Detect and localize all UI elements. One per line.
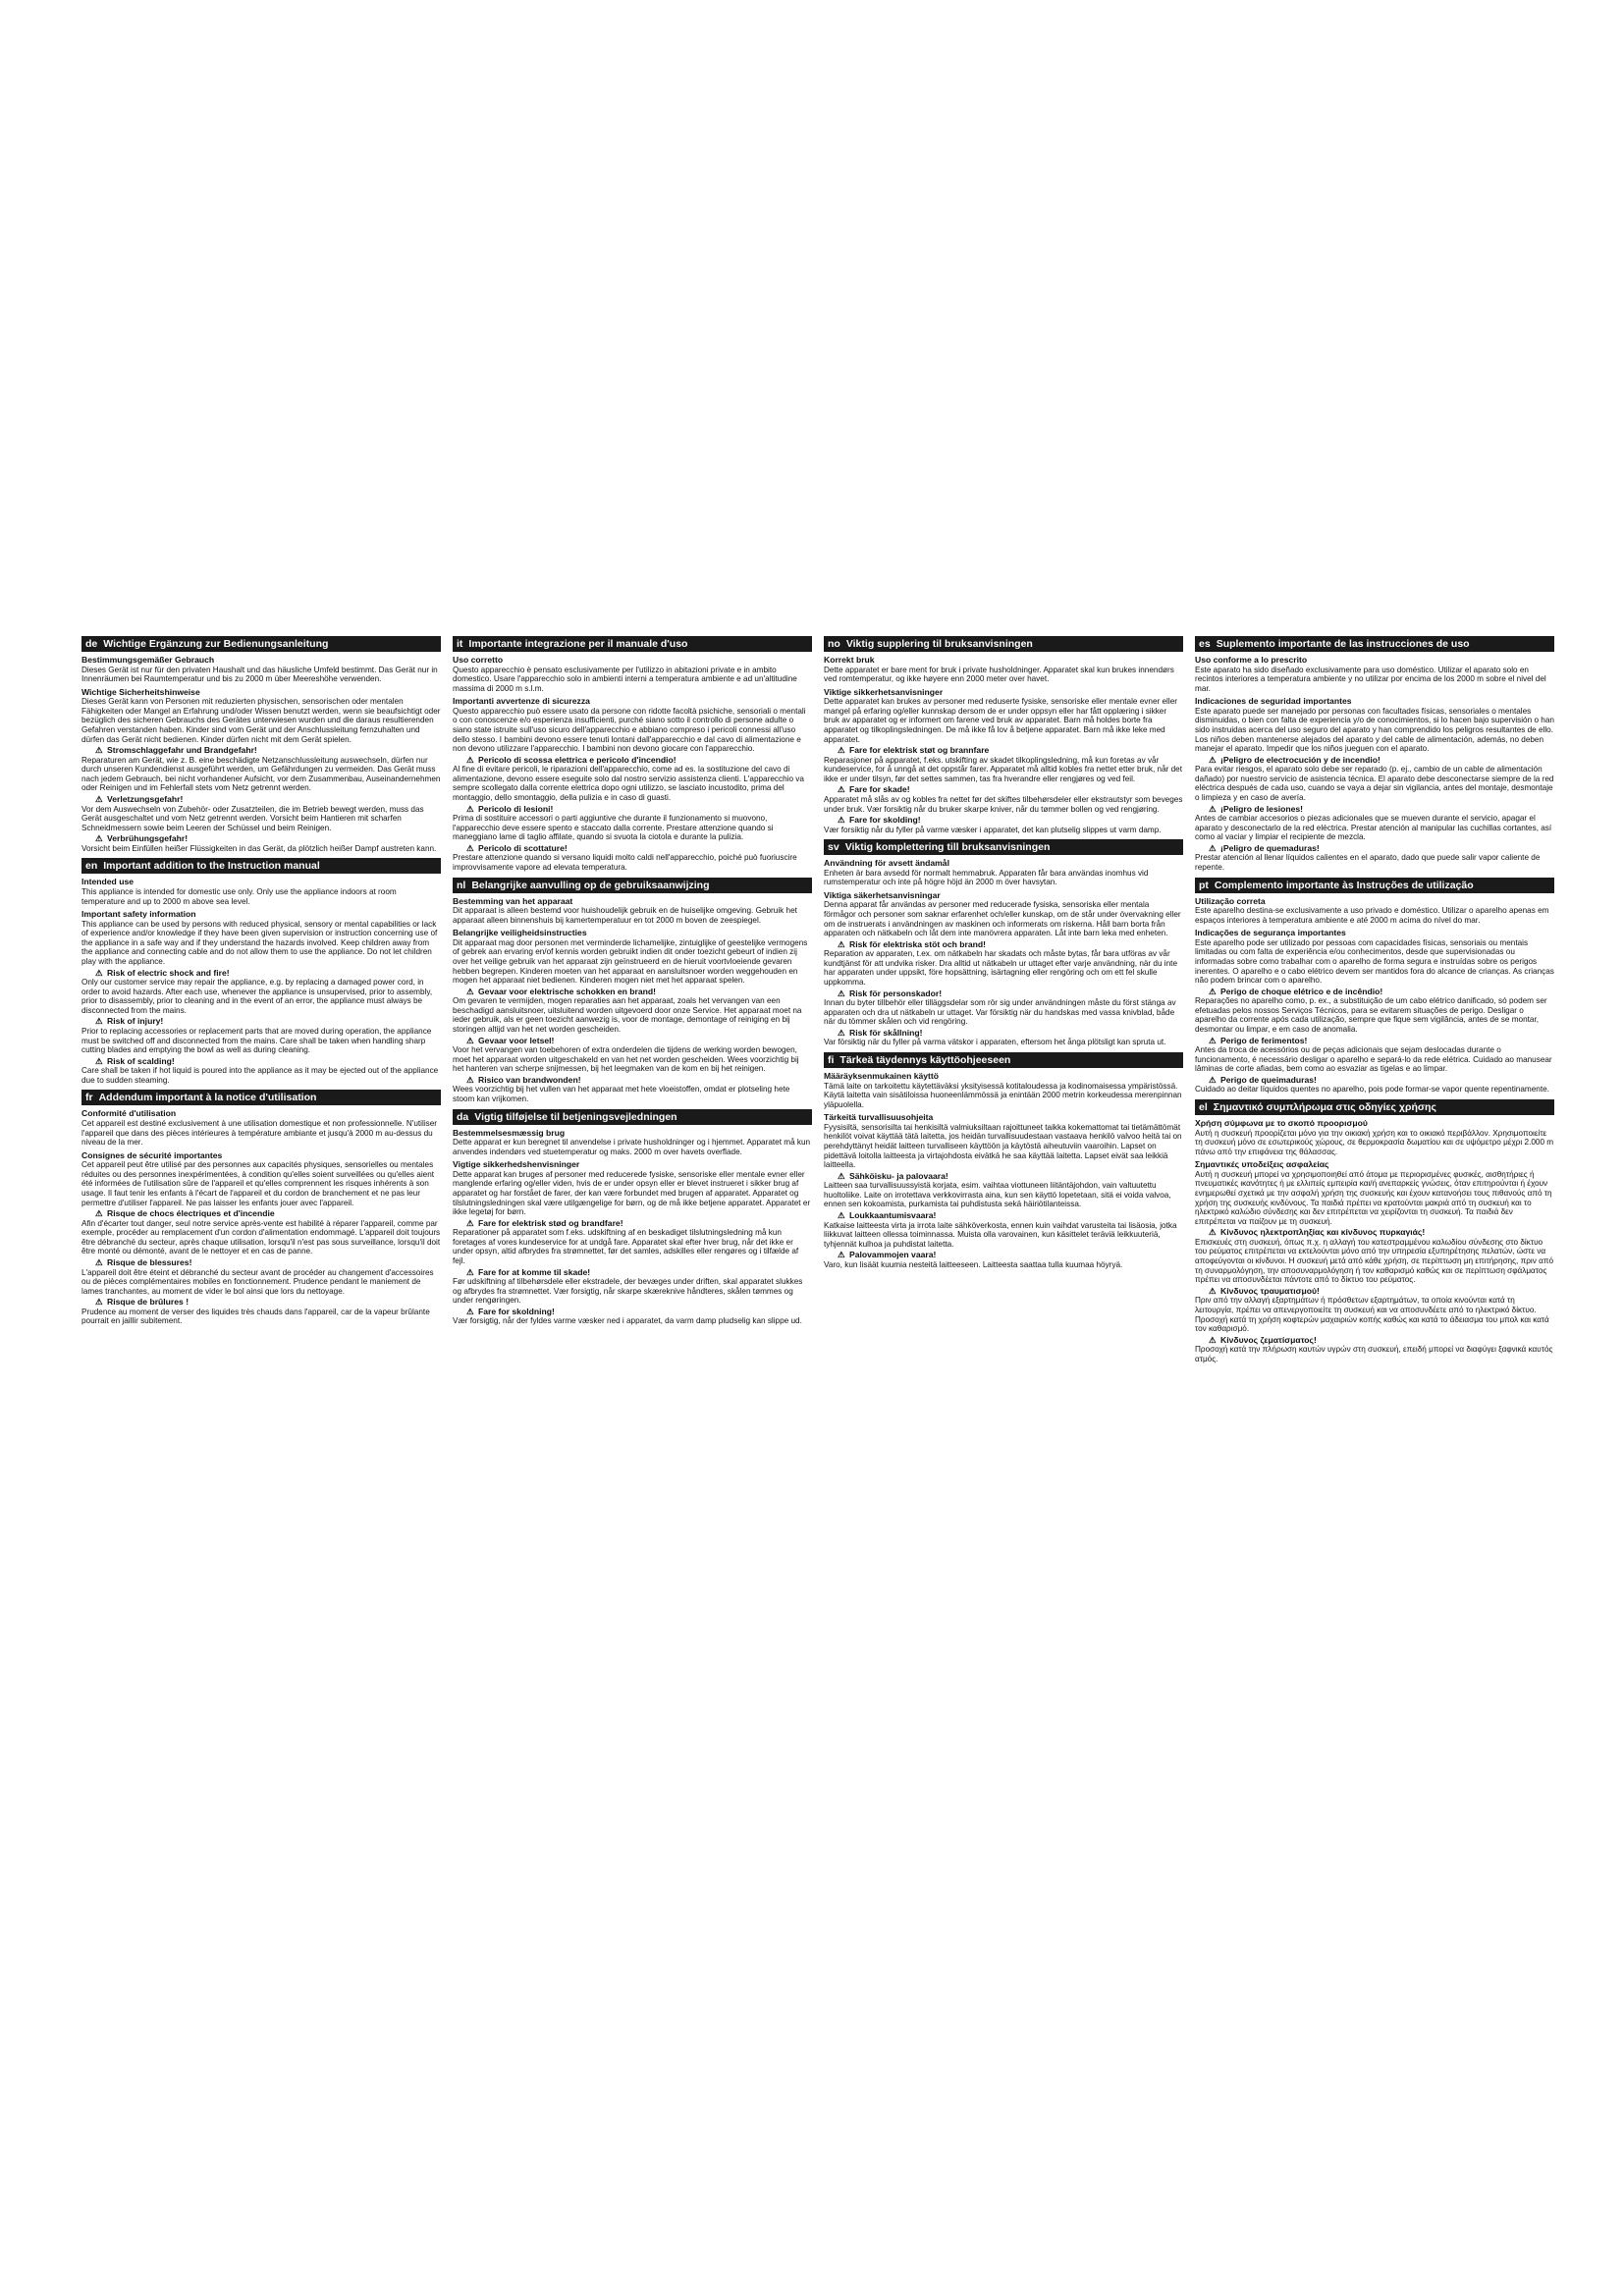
paragraph: Questo apparecchio può essere usato da persone con ridotte facoltà psichiche, sensoriali o mentali o con conoscenze e/o esperienza insufficienti, purché siano sotto il controllo di persone adulte o siano state istruite sull'uso sicuro dell'apparecchio e abbiano compreso i pericoli connessi all'uso dello stesso. I bambini devono essere tenuti lontani dall'apparecchio e dal cavo di alimentazione e non devono utilizzare l'apparecchio. I bambini non devono giocare con l'apparecchio. bbox=[453, 706, 806, 754]
warning-text: Fare for at komme til skade! bbox=[478, 1266, 591, 1277]
warning-triangle-icon: ⚠ bbox=[1209, 1074, 1217, 1085]
language-code: it bbox=[457, 638, 463, 650]
warning-text: Fare for elektrisk stød og brandfare! bbox=[478, 1217, 623, 1228]
paragraph: Før udskiftning af tilbehørsdele eller ekstradele, der bevæges under driften, skal apparatet slukkes og afbrydes fra strømnettet. Vær forsigtig, når skarpe skæreknive håndteres, skålen tømmes og under rengøringen. bbox=[453, 1277, 803, 1306]
warning-heading bbox=[838, 784, 1183, 795]
subheading: Indicações de segurança importantes bbox=[1195, 928, 1346, 938]
subheading: Important safety information bbox=[81, 909, 196, 920]
warning-text: Pericolo di scossa elettrica e pericolo d'incendio! bbox=[478, 754, 677, 765]
warning-text: Pericolo di scottature! bbox=[478, 842, 568, 853]
warning-heading bbox=[838, 1210, 1183, 1221]
section-it bbox=[453, 636, 812, 873]
warning-heading bbox=[1209, 1036, 1554, 1046]
paragraph: Prior to replacing accessories or replacement parts that are moved during operation, the appliance must be switched off and disconnected from the mains. Care shall be taken when handling sharp cutting blades and emptying the bowl as well as during cleaning. bbox=[81, 1026, 432, 1055]
warning-heading bbox=[1209, 1227, 1554, 1238]
subheading: Bestemming van het apparaat bbox=[453, 895, 573, 906]
warning-triangle-icon: ⚠ bbox=[838, 988, 845, 998]
warning-triangle-icon: ⚠ bbox=[95, 1257, 103, 1268]
warning-triangle-icon: ⚠ bbox=[1209, 1035, 1217, 1045]
section-heading bbox=[81, 858, 441, 874]
subheading: Bestimmungsgemäßer Gebrauch bbox=[81, 655, 215, 665]
warning-heading bbox=[95, 745, 441, 756]
warning-text: Perigo de ferimentos! bbox=[1220, 1035, 1308, 1045]
paragraph: Reparationer på apparatet som f.eks. udskiftning af en beskadiget tilslutningsledning må kun foretages af vores kundeservice for at undgå fare. Apparatet skal efter hver brug, når det ikke er under opsyn, altid afbrydes fra strømnettet, før det samles, adskilles eller rengøres og i tilfælde af fejl. bbox=[453, 1228, 799, 1266]
warning-triangle-icon: ⚠ bbox=[466, 1217, 474, 1228]
warning-text: Sähköisku- ja palovaara! bbox=[849, 1170, 948, 1181]
section-heading bbox=[453, 1109, 812, 1125]
paragraph: Este aparelho destina-se exclusivamente a uso privado e doméstico. Utilizar o aparelho apenas em espaços interiores à temperatura ambiente e até 2000 m acima do nível do mar. bbox=[1195, 906, 1549, 925]
paragraph: Πριν από την αλλαγή εξαρτημάτων ή πρόσθετων εξαρτημάτων, τα οποία κινούνται κατά τη λειτουργία, πρέπει να απενεργοποιείτε τη συσκευή και να αποσυνδέετε από το ηλεκτρικό δίκτυο. Προσοχή κατά τη χρήση κοφτερών μαχαιριών κοπής καθώς και κατά το άδειασμα του μπολ και κατά τον καθαρισμό. bbox=[1195, 1296, 1549, 1334]
subheading: Importanti avvertenze di sicurezza bbox=[453, 696, 590, 707]
subheading: Korrekt bruk bbox=[824, 655, 875, 665]
subheading: Belangrijke veiligheidsinstructies bbox=[453, 928, 587, 938]
warning-triangle-icon: ⚠ bbox=[1209, 803, 1217, 814]
paragraph: Om gevaren te vermijden, mogen reparaties aan het apparaat, zoals het vervangen van een beschadigd aansluitsnoer, uitsluitend worden uitgevoerd door onze Service. Het apparaat moet na ieder gebruik, als er geen toezicht aanwezig is, voor de montage, demontage of reiniging en bij storingen altijd van het net worden gescheiden. bbox=[453, 996, 802, 1035]
warning-triangle-icon: ⚠ bbox=[1209, 1334, 1217, 1345]
warning-heading bbox=[95, 1257, 441, 1268]
subheading: Viktiga säkerhetsanvisningar bbox=[824, 889, 941, 900]
paragraph: Cet appareil est destiné exclusivement à une utilisation domestique et non professionnelle. N'utiliser l'appareil que dans des pièces intérieures à température ambiante et jusqu'à 2000 m au-dessus du niveau de la mer. bbox=[81, 1118, 438, 1148]
warning-triangle-icon: ⚠ bbox=[1209, 1285, 1217, 1296]
warning-triangle-icon: ⚠ bbox=[95, 1208, 103, 1219]
section-heading bbox=[1195, 1099, 1554, 1115]
manual-sheet bbox=[81, 636, 1558, 1431]
warning-heading bbox=[1209, 755, 1554, 766]
warning-triangle-icon: ⚠ bbox=[466, 1074, 474, 1085]
subheading: Χρήση σύμφωνα με το σκοπό προορισμού bbox=[1195, 1118, 1368, 1128]
warning-heading bbox=[1209, 1075, 1554, 1086]
paragraph: Afin d'écarter tout danger, seul notre service après-vente est habilité à réparer l'appareil, comme par exemple, procéder au remplacement d'un cordon d'alimentation endommagé. L'appareil doit toujours être débranché du secteur, après chaque utilisation, lorsqu'il n'est pas sous surveillance, lorsqu'il doit être monté ou démonté, avant de le nettoyer et en cas de panne. bbox=[81, 1218, 441, 1256]
warning-triangle-icon: ⚠ bbox=[838, 1250, 845, 1260]
warning-heading bbox=[1209, 804, 1554, 815]
paragraph: Dette apparat kan bruges af personer med reducerede fysiske, sensoriske eller mentale evner eller manglende erfaring og/eller viden, hvis de er under opsyn eller er blevet instrueret i sikker brug af apparatet og har forstået de farer, der kan være forbundet med brugen af apparatet. Apparatet og tilslutningsledningen skal være utilgængelige for børn, og de må ikke betjene apparatet. Apparatet er ikke legetøj for børn. bbox=[453, 1169, 811, 1217]
paragraph: This appliance is intended for domestic use only. Only use the appliance indoors at room temperature and up to 2000 m above sea level. bbox=[81, 886, 397, 906]
warning-text: Risk för skållning! bbox=[849, 1027, 923, 1038]
paragraph: Dieses Gerät ist nur für den privaten Haushalt und das häusliche Umfeld bestimmt. Das Gerät nur in Innenräumen bei Raumtemperatur und bis zu 2000 m über Meereshöhe verwenden. bbox=[81, 665, 438, 684]
warning-triangle-icon: ⚠ bbox=[466, 1266, 474, 1277]
section-de bbox=[81, 636, 441, 853]
paragraph: Αυτή η συσκευή προορίζεται μόνο για την οικιακή χρήση και το οικιακό περιβάλλον. Χρησιμοποιείτε τη συσκευή μόνο σε εσωτερικούς χώρους, σε θερμοκρασία δωματίου και σε υψόμετρο μέχρι 2.000 m πάνω από την επιφάνεια της θάλασσας. bbox=[1195, 1128, 1554, 1156]
warning-triangle-icon: ⚠ bbox=[1209, 1227, 1217, 1238]
warning-text: ¡Peligro de quemaduras! bbox=[1220, 842, 1320, 853]
warning-triangle-icon: ⚠ bbox=[838, 1027, 845, 1038]
section-sv bbox=[824, 839, 1183, 1047]
paragraph: Προσοχή κατά την πλήρωση καυτών υγρών στη συσκευή, επειδή μπορεί να διαφύγει ξαφνικά καυτός ατμός. bbox=[1195, 1345, 1553, 1363]
language-code: de bbox=[85, 638, 98, 650]
paragraph: Reparation av apparaten, t.ex. om nätkabeln har skadats och måste bytas, får bara utföras av vår kundtjänst för att undvika risker. Dra alltid ut nätkabeln ur uttaget efter varje användning, när du inte har apparaten under uppsikt, före hopsättning, isärtagning eller rengöring och om ett fel skulle uppkomma. bbox=[824, 949, 1178, 988]
subheading: Määräyksenmukainen käyttö bbox=[824, 1071, 940, 1082]
column-1 bbox=[81, 636, 441, 1431]
section-fr bbox=[81, 1090, 441, 1326]
warning-heading bbox=[838, 988, 1183, 999]
section-heading bbox=[81, 636, 441, 652]
section-es bbox=[1195, 636, 1554, 873]
paragraph: Varo, kun lisäät kuumia nesteitä laitteeseen. Laitteesta saattaa tulla kuumaa höyryä. bbox=[824, 1259, 1123, 1269]
language-code: da bbox=[457, 1110, 469, 1123]
paragraph: Para evitar riesgos, el aparato solo debe ser reparado (p. ej., cambio de un cable de alimentación dañado) por nuestro servicio de asistencia técnica. El aparato debe desconectarse siempre de la red eléctrica después de cada uso, cuando se vaya a dejar sin vigilancia, antes del montaje, desmontaje o limpieza y en caso de avería. bbox=[1195, 765, 1554, 803]
paragraph: Dette apparatet kan brukes av personer med reduserte fysiske, sensoriske eller mentale evner eller mangel på erfaring og/eller kunnskap dersom de er under oppsyn eller har fått opplæring i sikker bruk av apparatet og er informert om farene ved bruk av apparatet. Barn må holdes borte fra apparatet og tilkoplingsledningen. De må ikke få lov å betjene apparatet. Barn må ikke leke med apparatet. bbox=[824, 697, 1177, 744]
warning-text: Risk för elektriska stöt och brand! bbox=[849, 938, 986, 949]
section-en bbox=[81, 858, 441, 1085]
paragraph: Antes de cambiar accesorios o piezas adicionales que se mueven durante el servicio, apagar el aparato y desconectarlo de la red eléctrica. Prestar atención al manipular las cuchillas cortantes, así como al vaciar y limpiar el recipiente de mezcla. bbox=[1195, 814, 1552, 842]
paragraph: Fyysisiltä, sensorisilta tai henkisiltä valmiuksiltaan rajoittuneet taikka kokemattomat tai tietämättömät henkilöt voivat käyttää tätä laitetta, jos heidän turvallisuudestaan vastaava henkilö valvoo heitä tai on perehdyttänyt heidät laitteen turvalliseen käyttöön ja käytöstä aiheutuviin vaaroihin. Lapset on pidettävä loitolla laitteesta ja virtajohdosta eivätkä he saa käyttää laitetta. Lapset eivät saa leikkiä laitteella. bbox=[824, 1122, 1182, 1170]
paragraph: Cet appareil peut être utilisé par des personnes aux capacités physiques, sensorielles ou mentales réduites ou des personnes inexpérimentées, à condition qu'elles soient surveillées ou qu'elles aient été informées de l'utilisation sûre de l'appareil et qu'elles comprennent les risques inhérents à son usage. Il faut tenir les enfants à l'écart de l'appareil et du cordon de branchement et ne pas leur permettre d'utiliser l'appareil. Ne pas laisser les enfants jouer avec l'appareil. bbox=[81, 1160, 435, 1207]
paragraph: Denna apparat får användas av personer med reducerade fysiska, sensoriska eller mentala förmågor och personer som saknar erfarenhet och/eller kunskap, om de står under övervakning eller om de instruerats i användningen av maskinen och informerats om riskerna. Håll barn borta från apparaten och nätkabeln och låt dem inte manövrera apparaten. Låt inte barn leka med enheten. bbox=[824, 900, 1181, 938]
warning-text: Risque de chocs électriques et d'incendie bbox=[107, 1208, 275, 1219]
section-title: Viktig komplettering till bruksanvisningen bbox=[844, 841, 1051, 854]
warning-heading bbox=[466, 1267, 812, 1278]
warning-triangle-icon: ⚠ bbox=[95, 1297, 103, 1308]
language-code: nl bbox=[457, 879, 466, 891]
warning-text: Verbrühungsgefahr! bbox=[107, 833, 189, 844]
section-heading bbox=[824, 839, 1183, 855]
warning-triangle-icon: ⚠ bbox=[466, 754, 474, 765]
warning-heading bbox=[466, 1036, 812, 1046]
paragraph: Este aparelho pode ser utilizado por pessoas com capacidades físicas, sensoriais ou mentais limitadas ou com falta de experiência e/ou conhecimentos, desde que supervisionadas ou informadas sobre como trabalhar com o aparelho de forma segura e instruídas sobre os perigos inerentes. O aparelho e o cabo elétrico devem ser mantidos fora do alcance de crianças. As crianças não podem brincar com o aparelho. bbox=[1195, 937, 1554, 986]
paragraph: Prestar atención al llenar líquidos calientes en el aparato, dado que puede salir vapor caliente de repente. bbox=[1195, 853, 1541, 872]
language-code: en bbox=[85, 860, 98, 873]
warning-triangle-icon: ⚠ bbox=[95, 1016, 103, 1027]
section-title: Addendum important à la notice d'utilisation bbox=[98, 1092, 317, 1104]
warning-heading bbox=[466, 1075, 812, 1086]
warning-triangle-icon: ⚠ bbox=[838, 745, 845, 756]
paragraph: Care shall be taken if hot liquid is poured into the appliance as it may be ejected out of the appliance due to sudden steaming. bbox=[81, 1066, 439, 1085]
warning-text: Pericolo di lesioni! bbox=[478, 803, 554, 814]
subheading: Wichtige Sicherheitshinweise bbox=[81, 686, 200, 697]
section-title: Belangrijke aanvulling op de gebruiksaanwijzing bbox=[471, 879, 710, 891]
warning-heading bbox=[466, 843, 812, 854]
subheading: Uso conforme a lo prescrito bbox=[1195, 655, 1308, 665]
subheading: Bestemmelsesmæssig brug bbox=[453, 1127, 566, 1138]
section-heading bbox=[453, 636, 812, 652]
subheading: Utilização correta bbox=[1195, 895, 1266, 906]
warning-heading bbox=[95, 794, 441, 805]
subheading: Indicaciones de seguridad importantes bbox=[1195, 696, 1352, 707]
warning-triangle-icon: ⚠ bbox=[466, 1035, 474, 1045]
section-title: Importante integrazione per il manuale d'uso bbox=[468, 638, 688, 650]
paragraph: Wees voorzichtig bij het vullen van het apparaat met hete vloeistoffen, omdat er plotseling hete stoom kan vrijkomen. bbox=[453, 1085, 790, 1103]
warning-text: Stromschlaggefahr und Brandgefahr! bbox=[107, 745, 257, 756]
paragraph: Vorsicht beim Einfüllen heißer Flüssigkeiten in das Gerät, da plötzlich heißer Dampf austreten kann. bbox=[81, 843, 437, 853]
paragraph: Enheten är bara avsedd för normalt hemmabruk. Apparaten får bara användas inomhus vid rumstemperatur och inte på högre höjd än 2000 m över havsytan. bbox=[824, 868, 1149, 887]
column-4 bbox=[1195, 636, 1554, 1431]
warning-text: Perigo de choque elétrico e de incêndio! bbox=[1220, 986, 1383, 996]
warning-triangle-icon: ⚠ bbox=[838, 1170, 845, 1181]
paragraph: Voor het vervangen van toebehoren of extra onderdelen die tijdens de werking worden bewogen, moet het apparaat worden uitgeschakeld en van het net worden gescheiden. Wees voorzichtig bij het hanteren van scherpe snijmessen, bij het leegmaken van de kom en bij het reinigen. bbox=[453, 1045, 799, 1074]
warning-heading bbox=[838, 745, 1183, 756]
subheading: Consignes de sécurité importantes bbox=[81, 1149, 223, 1160]
column-3 bbox=[824, 636, 1183, 1431]
subheading: Viktige sikkerhetsanvisninger bbox=[824, 686, 944, 697]
paragraph: Tämä laite on tarkoitettu käytettäväksi yksityisessä kotitaloudessa ja kodinomaisessa ympäristössä. Käytä laitetta vain sisätiloissa huoneenlämmössä ja enintään 2000 metrin korkeudessa merenpinnan yläpuolella. bbox=[824, 1081, 1182, 1109]
section-title: Vigtig tilføjelse til betjeningsvejledningen bbox=[474, 1110, 677, 1123]
paragraph: Επισκευές στη συσκευή, όπως π.χ. η αλλαγή του κατεστραμμένου καλωδίου σύνδεσης στο δίκτυο του ρεύματος επιτρέπεται να εκτελούνται μόνο από την υπηρεσία εξυπηρέτησης πελατών, ώστε να αποφεύγονται οι κίνδυνοι. Η συσκευή μετά από κάθε χρήση, σε περίπτωση μη επιτήρησης, πριν από τη συναρμολόγηση, την αποσυναρμολόγηση ή τον καθαρισμό καθώς και σε περίπτωση σφάλματος πρέπει να αποσυνδέεται πάντοτε από το δίκτυο του ρεύματος. bbox=[1195, 1237, 1554, 1285]
warning-triangle-icon: ⚠ bbox=[1209, 986, 1217, 996]
subheading: Användning för avsett ändamål bbox=[824, 858, 949, 869]
section-nl bbox=[453, 878, 812, 1104]
section-title: Wichtige Ergänzung zur Bedienungsanleitung bbox=[103, 638, 329, 650]
paragraph: Innan du byter tillbehör eller tilläggsdelar som rör sig under användningen måste du först stänga av apparaten och dra ut nätkabeln ur uttaget. Var försiktig när du handskas med vassa knivblad, både när du tömmer skålen och vid rengöring. bbox=[824, 998, 1176, 1027]
paragraph: Laitteen saa turvallisuussyistä korjata, esim. vaihtaa viottuneen liitäntäjohdon, vain valtuutettu huoltoliike. Laite on irrotettava verkkovirrasta aina, kun sen käyttö lopetetaan, sitä ei voida valvoa, ennen sen kokoamista, purkamista tai puhdistusta sekä häiriötilanteissa. bbox=[824, 1181, 1171, 1209]
subheading: Uso corretto bbox=[453, 655, 504, 665]
warning-heading bbox=[466, 1218, 812, 1229]
warning-heading bbox=[466, 987, 812, 997]
section-heading bbox=[81, 1090, 441, 1105]
paragraph: Dette apparat er kun beregnet til anvendelse i private husholdninger og i hjemmet. Apparatet må kun anvendes indendørs ved stuetemperatur og maks. 2000 m over havets overflade. bbox=[453, 1138, 811, 1156]
paragraph: L'appareil doit être éteint et débranché du secteur avant de procéder au changement d'accessoires ou de pièces complémentaires mobiles en fonctionnement. Prudence pendant le maniement de lames tranchantes, au moment de vider le bol ainsi que lors du nettoyage. bbox=[81, 1267, 434, 1296]
warning-text: Κίνδυνος τραυματισμού! bbox=[1220, 1285, 1320, 1296]
warning-triangle-icon: ⚠ bbox=[466, 986, 474, 996]
warning-heading bbox=[95, 1208, 441, 1219]
warning-text: Loukkaantumisvaara! bbox=[849, 1210, 937, 1221]
paragraph: Only our customer service may repair the appliance, e.g. by replacing a damaged power cord, in order to avoid hazards. After each use, whenever the appliance is unsupervised, prior to assembly, prior to disassembly, prior to cleaning and in the event of an error, the appliance must always be disconnected from the mains. bbox=[81, 978, 433, 1015]
warning-text: Palovammojen vaara! bbox=[849, 1250, 937, 1260]
section-title: Viktig supplering til bruksanvisningen bbox=[845, 638, 1033, 650]
paragraph: Var försiktig när du fyller på varma vätskor i apparaten, eftersom het ånga plötsligt kan spruta ut. bbox=[824, 1038, 1166, 1047]
warning-text: Κίνδυνος ηλεκτροπληξίας και κίνδυνος πυρκαγιάς! bbox=[1220, 1227, 1426, 1238]
paragraph: Reparaturen am Gerät, wie z. B. eine beschädigte Netzanschlussleitung auswechseln, dürfen nur durch unseren Kundendienst ausgeführt werden, um Gefährdungen zu vermeiden. Das Gerät muss nach jedem Gebrauch, bei nicht vorhandener Aufsicht, vor dem Zusammenbau, Auseinandernehmen oder Reinigen und im Fehlerfall stets vom Netz getrennt werden. bbox=[81, 755, 441, 793]
warning-triangle-icon: ⚠ bbox=[95, 833, 103, 844]
warning-text: Risque de blessures! bbox=[107, 1257, 192, 1268]
warning-heading bbox=[838, 939, 1183, 950]
section-heading bbox=[824, 636, 1183, 652]
warning-triangle-icon: ⚠ bbox=[1209, 754, 1217, 765]
warning-text: Risk of scalding! bbox=[107, 1055, 175, 1066]
paragraph: Apparatet må slås av og kobles fra nettet før det skiftes tilbehørsdeler eller ekstrautstyr som beveges under bruk. Vær forsiktig når du bruker skarpe kniver, når du tømmer bollen og ved rengjøring. bbox=[824, 794, 1183, 814]
language-code: es bbox=[1199, 638, 1211, 650]
warning-heading bbox=[95, 833, 441, 844]
warning-heading bbox=[838, 1171, 1183, 1182]
warning-text: Fare for skolding! bbox=[849, 815, 921, 826]
subheading: Intended use bbox=[81, 877, 135, 887]
warning-text: Fare for skoldning! bbox=[478, 1306, 555, 1316]
section-fi bbox=[824, 1052, 1183, 1269]
warning-text: Risk of electric shock and fire! bbox=[107, 967, 230, 978]
warning-text: Κίνδυνος ζεματίσματος! bbox=[1220, 1334, 1317, 1345]
subheading: Tärkeitä turvallisuusohjeita bbox=[824, 1112, 934, 1123]
language-code: el bbox=[1199, 1101, 1208, 1113]
section-da bbox=[453, 1109, 812, 1326]
warning-triangle-icon: ⚠ bbox=[838, 784, 845, 795]
warning-triangle-icon: ⚠ bbox=[838, 815, 845, 826]
section-heading bbox=[453, 878, 812, 893]
warning-heading bbox=[466, 1307, 812, 1317]
paragraph: This appliance can be used by persons with reduced physical, sensory or mental capabilities or lack of experience and/or knowledge if they have been given supervision or instruction concerning use of the appliance in a safe way and if they understand the hazards involved. Keep children away from the appliance and connecting cable and do not allow them to use the appliance. Do not let children play with the appliance. bbox=[81, 919, 438, 966]
warning-heading bbox=[1209, 1335, 1554, 1346]
warning-heading bbox=[1209, 843, 1554, 854]
warning-heading bbox=[466, 804, 812, 815]
paragraph: Vor dem Auswechseln von Zubehör- oder Zusatzteilen, die im Betrieb bewegt werden, muss das Gerät ausgeschaltet und vom Netz getrennt werden. Vorsicht beim Hantieren mit scharfen Schneidmessern sowie beim Leeren der Schüssel und beim Reinigen. bbox=[81, 804, 424, 832]
paragraph: Antes da troca de acessórios ou de peças adicionais que sejam deslocadas durante o funcionamento, é necessário desligar o aparelho e separá-lo da rede elétrica. Cuidado ao manusear lâminas de corte afiadas, bem como ao esvaziar as tigelas e ao limpar. bbox=[1195, 1045, 1552, 1074]
paragraph: Vær forsigtig, når der fyldes varme væsker ned i apparatet, da varm damp pludselig kan slippe ud. bbox=[453, 1316, 802, 1326]
warning-text: Risque de brûlures ! bbox=[107, 1297, 189, 1308]
paragraph: Dieses Gerät kann von Personen mit reduzierten physischen, sensorischen oder mentalen Fähigkeiten oder Mangel an Erfahrung und/oder Wissen benutzt werden, wenn sie beaufsichtigt oder bezüglich des sicheren Gebrauchs des Gerätes unterwiesen wurden und die daraus resultierenden Gefahren verstanden haben. Kinder sind vom Gerät und der Anschlussleitung fernzuhalten und dürfen das Gerät nicht bedienen. Kinder dürfen nicht mit dem Gerät spielen. bbox=[81, 697, 441, 744]
paragraph: Reparasjoner på apparatet, f.eks. utskifting av skadet tilkoplingsledning, må kun foretas av vår kundeservice, for å unngå at det oppstår farer. Apparatet må alltid kobles fra nettet etter bruk, når det ikke er under tilsyn, før det settes sammen, tas fra hverandre eller rengjøres og ved feil. bbox=[824, 755, 1183, 783]
paragraph: Reparações no aparelho como, p. ex., a substituição de um cabo elétrico danificado, só podem ser efetuadas pelos nossos Serviços Técnicos, para se evitarem situações de perigo. Desligar o aparelho da corrente após cada utilização, sempre que fique sem vigilância, antes de se montar, desmontar ou limpar, e em caso de anomalia. bbox=[1195, 996, 1547, 1035]
warning-heading bbox=[1209, 987, 1554, 997]
warning-triangle-icon: ⚠ bbox=[95, 745, 103, 756]
warning-triangle-icon: ⚠ bbox=[95, 794, 103, 805]
warning-triangle-icon: ⚠ bbox=[95, 1055, 103, 1066]
paragraph: Al fine di evitare pericoli, le riparazioni dell'apparecchio, come ad es. la sostituzione del cavo di alimentazione, devono essere eseguite solo dal nostro servizio assistenza clienti. L'apparecchio va sempre scollegato dalla corrente elettrica dopo ogni utilizzo, se lasciato incustodito, prima del montaggio, dello smontaggio, della pulizia e in caso di guasti. bbox=[453, 765, 804, 803]
warning-heading bbox=[838, 815, 1183, 826]
section-title: Tärkeä täydennys käyttöohjeeseen bbox=[839, 1054, 1011, 1067]
warning-heading bbox=[95, 1297, 441, 1308]
language-code: no bbox=[828, 638, 840, 650]
paragraph: Αυτή η συσκευή μπορεί να χρησιμοποιηθεί από άτομα με περιορισμένες φυσικές, αισθητήριες ή πνευματικές ικανότητες ή με ελλιπείς εμπειρία και/ή ανεπαρκείς γνώσεις, όταν επιτηρούνται ή έχουν ενημερωθεί σχετικά με την ασφαλή χρήση της συσκευής και έχουν κατανοήσει τους πιθανούς από τη χρήση της συσκευής κινδύνους. Τα παιδιά πρέπει να κρατούνται μακριά από τη συσκευή και το ηλεκτρικό καλώδιο σύνδεσης και δεν επιτρέπεται να χειρίζονται τη συσκευή. Τα παιδιά δεν επιτρέπεται να παίζουν με τη συσκευή. bbox=[1195, 1169, 1552, 1226]
warning-heading bbox=[466, 755, 812, 766]
paragraph: Dit apparaat is alleen bestemd voor huishoudelijk gebruik en de huiselijke omgeving. Gebruik het apparaat alleen binnenshuis bij kamertemperatuur en tot 2000 m boven de zeespiegel. bbox=[453, 906, 797, 925]
paragraph: Dette apparatet er bare ment for bruk i private husholdninger. Apparatet skal kun brukes innendørs ved romtemperatur, og ikke høyere enn 2000 meter over havet. bbox=[824, 665, 1174, 684]
paragraph: Dit apparaat mag door personen met verminderde lichamelijke, zintuiglijke of geestelijke vermogens of gebrek aan ervaring en/of kennis worden gebruikt indien dit onder toezicht gebeurt of indien zij over het veilige gebruik van het apparaat zijn geïnstrueerd en de hieruit voortvloeiende gevaren hebben begrepen. Kinderen moeten van het apparaat en aansluitsnoer worden weggehouden en mogen het apparaat niet bedienen. Kinderen mogen niet met het apparaat spelen. bbox=[453, 937, 808, 986]
warning-triangle-icon: ⚠ bbox=[838, 938, 845, 949]
language-code: pt bbox=[1199, 879, 1209, 891]
paragraph: Prestare attenzione quando si versano liquidi molto caldi nell'apparecchio, poiché può fuoriuscire improvvisamente vapore ad elevata temperatura. bbox=[453, 853, 797, 872]
language-code: sv bbox=[828, 841, 839, 854]
warning-text: Perigo de queimaduras! bbox=[1220, 1074, 1317, 1085]
language-code: fr bbox=[85, 1092, 93, 1104]
warning-text: Fare for elektrisk støt og brannfare bbox=[849, 745, 990, 756]
warning-text: Gevaar voor letsel! bbox=[478, 1035, 555, 1045]
warning-heading bbox=[1209, 1286, 1554, 1297]
section-heading bbox=[824, 1052, 1183, 1068]
warning-text: Risk för personskador! bbox=[849, 988, 943, 998]
warning-heading bbox=[95, 1056, 441, 1067]
warning-heading bbox=[95, 1016, 441, 1027]
paragraph: Katkaise laitteesta virta ja irrota laite sähköverkosta, ennen kuin vaihdat varusteita tai lisäosia, jotka liikkuvat laitteen ollessa toiminnassa. Muista olla varovainen, kun käsittelet teräviä leikkuuteriä, tyhjennät kulhoa ja puhdistat laitetta. bbox=[824, 1220, 1177, 1249]
warning-heading bbox=[838, 1250, 1183, 1260]
section-heading bbox=[1195, 636, 1554, 652]
subheading: Σημαντικές υποδείξεις ασφαλείας bbox=[1195, 1159, 1329, 1170]
section-title: Σημαντικό συμπλήρωμα στις οδηγίες χρήσης bbox=[1213, 1101, 1436, 1113]
section-no bbox=[824, 636, 1183, 834]
subheading: Vigtige sikkerhedshenvisninger bbox=[453, 1159, 580, 1170]
section-title: Suplemento importante de las instrucciones de uso bbox=[1216, 638, 1470, 650]
warning-triangle-icon: ⚠ bbox=[1209, 842, 1217, 853]
paragraph: Vær forsiktig når du fyller på varme væsker i apparatet, det kan plutselig slippes ut varm damp. bbox=[824, 825, 1162, 834]
warning-heading bbox=[838, 1028, 1183, 1039]
section-title: Important addition to the Instruction manual bbox=[103, 860, 320, 873]
warning-text: Gevaar voor elektrische schokken en brand! bbox=[478, 986, 657, 996]
warning-text: ¡Peligro de electrocución y de incendio! bbox=[1220, 754, 1380, 765]
section-pt bbox=[1195, 878, 1554, 1095]
warning-text: Fare for skade! bbox=[849, 784, 910, 795]
warning-triangle-icon: ⚠ bbox=[95, 967, 103, 978]
warning-text: Risico van brandwonden! bbox=[478, 1074, 581, 1085]
warning-text: ¡Peligro de lesiones! bbox=[1220, 803, 1304, 814]
section-heading bbox=[1195, 878, 1554, 893]
warning-triangle-icon: ⚠ bbox=[466, 1306, 474, 1316]
section-el bbox=[1195, 1099, 1554, 1363]
section-title: Complemento importante às Instruções de utilização bbox=[1214, 879, 1474, 891]
paragraph: Este aparato puede ser manejado por personas con facultades físicas, sensoriales o mentales disminuidas, o bien con falta de experiencia y/o de conocimientos, si lo hacen bajo supervisión o han sido instruidas acerca del uso seguro del aparato y han comprendido los peligros resultantes de ello. Los niños deben mantenerse alejados del aparato y del cable de alimentación, además, no deben manejar el aparato. Impedir que los niños jueguen con el aparato. bbox=[1195, 706, 1554, 754]
warning-triangle-icon: ⚠ bbox=[838, 1210, 845, 1221]
warning-triangle-icon: ⚠ bbox=[466, 842, 474, 853]
paragraph: Cuidado ao deitar líquidos quentes no aparelho, pois pode formar-se vapor quente repentinamente. bbox=[1195, 1085, 1549, 1095]
paragraph: Prudence au moment de verser des liquides très chauds dans l'appareil, car de la vapeur brûlante pourrait en jaillir subitement. bbox=[81, 1307, 430, 1326]
warning-heading bbox=[95, 968, 441, 979]
warning-text: Verletzungsgefahr! bbox=[107, 794, 184, 805]
paragraph: Questo apparecchio è pensato esclusivamente per l'utilizzo in abitazioni private e in ambito domestico. Usare l'apparecchio solo in ambienti interni a temperatura ambiente e ad un'altitudine massima di 2000 m s.l.m. bbox=[453, 665, 797, 693]
language-code: fi bbox=[828, 1054, 835, 1067]
paragraph: Este aparato ha sido diseñado exclusivamente para uso doméstico. Utilizar el aparato solo en recintos interiores a temperatura ambiente y no utilizar por encima de los 2000 m sobre el nivel del mar. bbox=[1195, 665, 1546, 693]
warning-text: Risk of injury! bbox=[107, 1016, 164, 1027]
warning-triangle-icon: ⚠ bbox=[466, 803, 474, 814]
paragraph: Prima di sostituire accessori o parti aggiuntive che durante il funzionamento si muovono, l'apparecchio deve essere spento e staccato dalla corrente. Prestare attenzione quando si maneggiano lame di taglio affilate, quando si svuota la ciotola e durante la pulizia. bbox=[453, 814, 774, 842]
column-2 bbox=[453, 636, 812, 1431]
subheading: Conformité d'utilisation bbox=[81, 1108, 177, 1119]
